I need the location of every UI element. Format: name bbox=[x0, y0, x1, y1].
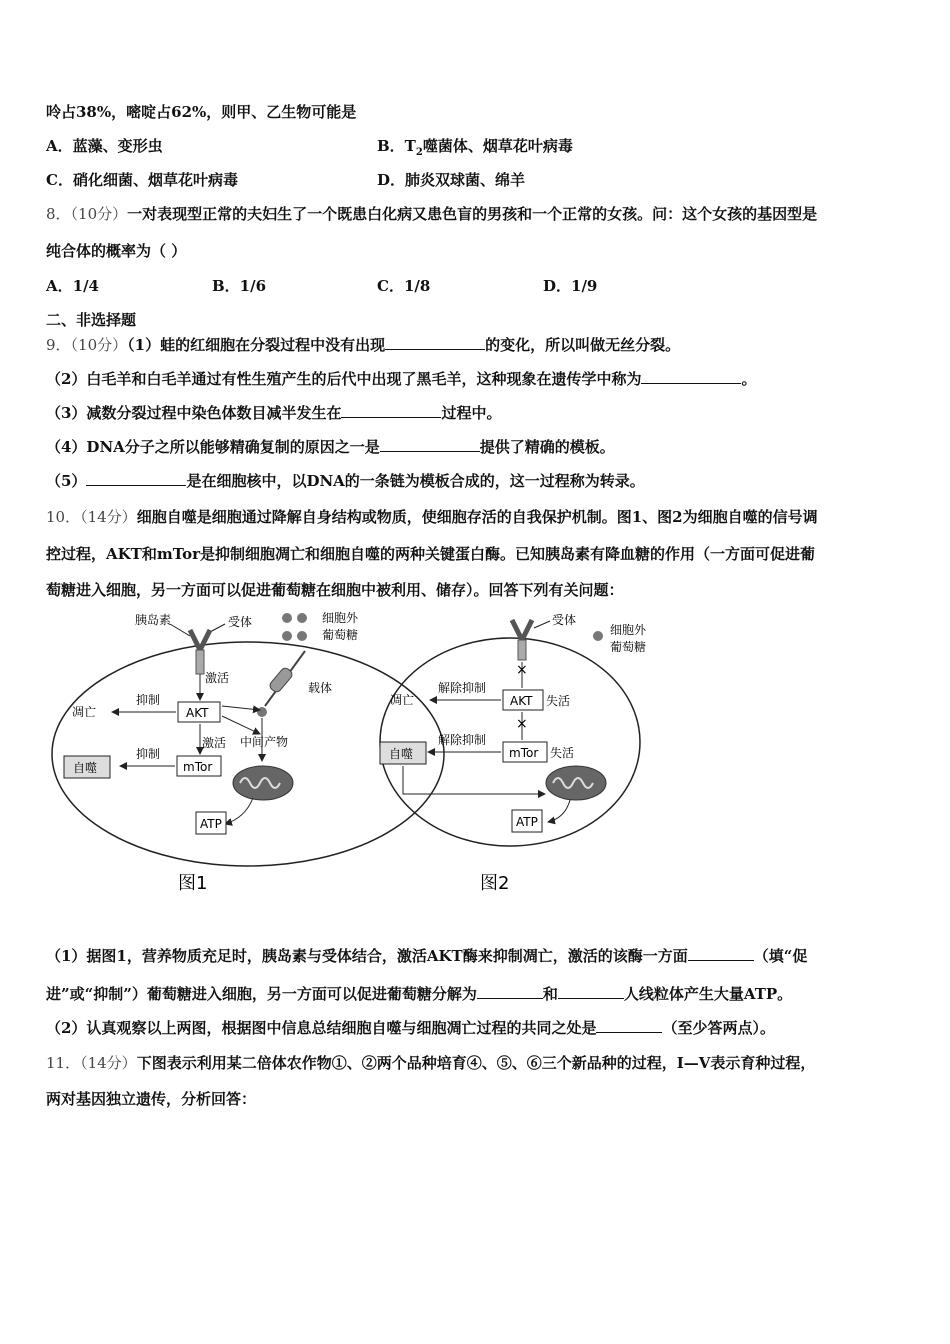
fig1-glucose-dot bbox=[282, 613, 292, 623]
q10-sub2: （2）认真观察以上两图，根据图中信息总结细胞自噬与细胞凋亡过程的共同之处是 （至少答两点）。 bbox=[46, 1019, 775, 1037]
q8-option-a: A．1/4 bbox=[46, 277, 99, 295]
fig1-intermediate-label: 中间产物 bbox=[240, 735, 289, 749]
fig2-receptor-pointer bbox=[534, 621, 550, 628]
q9-part4: （4）DNA分子之所以能够精确复制的原因之一是 提供了精确的模板。 bbox=[46, 438, 615, 456]
fig2-receptor-icon bbox=[512, 620, 532, 640]
fig2-inactive-label-1: 失活 bbox=[546, 694, 571, 708]
fig1-apoptosis-label: 凋亡 bbox=[72, 705, 97, 719]
fig1-mtor-label: mTor bbox=[183, 760, 213, 774]
fig1-inhibit-label-2: 抑制 bbox=[136, 747, 161, 761]
figure-2 bbox=[380, 612, 647, 894]
fig2-receptor-label: 受体 bbox=[552, 613, 577, 627]
fig1-activate-label-2: 激活 bbox=[202, 736, 227, 750]
fig1-receptor-label: 受体 bbox=[228, 615, 253, 629]
fig2-outside-label-2: 葡萄糖 bbox=[610, 640, 647, 654]
fig1-glucose-inside bbox=[257, 707, 267, 717]
q10-sub1-line2: 进”或“抑制”）葡萄糖进入细胞，另一方面可以促进葡萄糖分解为 和 人线粒体产生大量ATP。 bbox=[46, 985, 793, 1003]
signal-pathway-figures bbox=[50, 606, 660, 906]
fig2-release-label-2: 解除抑制 bbox=[438, 733, 487, 747]
q8-stem-2: 纯合体的概率为（ ） bbox=[46, 242, 187, 260]
fig2-inactive-label-2: 失活 bbox=[550, 746, 575, 760]
fig2-receptor-stem bbox=[518, 640, 526, 660]
q8-option-b: B．1/6 bbox=[212, 277, 267, 295]
q7-option-a: A．蓝藻、变形虫 bbox=[46, 137, 163, 155]
q8-option-c: C．1/8 bbox=[377, 277, 431, 295]
fig1-receptor-stem bbox=[196, 650, 204, 674]
fig2-mtor-label: mTor bbox=[509, 746, 539, 760]
fig1-arrow-mito-atp bbox=[225, 798, 253, 824]
q8-option-d: D．1/9 bbox=[543, 277, 598, 295]
q9-part2: （2）白毛羊和白毛羊通过有性生殖产生的后代中出现了黑毛羊，这种现象在遗传学中称为 。 bbox=[46, 370, 757, 388]
q7-option-c: C．硝化细菌、烟草花叶病毒 bbox=[46, 171, 238, 189]
q11-stem-1: 11．（14分）下图表示利用某二倍体农作物①、②两个品种培育④、⑤、⑥三个新品种的过程，Ⅰ—Ⅴ表示育种过程， bbox=[46, 1054, 816, 1072]
fig2-block-mark-2: × bbox=[516, 716, 528, 732]
q7-stem-cont: 呤占38%，嘧啶占62%，则甲、乙生物可能是 bbox=[46, 103, 357, 121]
fig1-atp-label: ATP bbox=[200, 817, 222, 831]
fig2-autophagy-label: 自噬 bbox=[389, 747, 414, 761]
q9-part5: （5） 是在细胞核中，以DNA的一条链为模板合成的，这一过程称为转录。 bbox=[46, 472, 645, 490]
fig1-glucose-dot bbox=[297, 613, 307, 623]
fig1-glucose-dot bbox=[282, 631, 292, 641]
fig1-autophagy-label: 自噬 bbox=[73, 761, 98, 775]
fig2-outside-label-1: 细胞外 bbox=[610, 623, 647, 637]
fig1-mitochondrion-icon bbox=[233, 766, 293, 800]
fig2-block-mark-1: × bbox=[516, 662, 528, 678]
fig1-receptor-pointer bbox=[210, 624, 225, 632]
q10-stem-3: 萄糖进入细胞，另一方面可以促进葡萄糖在细胞中被利用、储存）。回答下列有关问题： bbox=[46, 581, 624, 599]
q11-stem-2: 两对基因独立遗传，分析回答： bbox=[46, 1090, 257, 1108]
fig1-outside-label-2: 葡萄糖 bbox=[322, 628, 359, 642]
q9-part1: 9．（10分）（1）蛙的红细胞在分裂过程中没有出现 的变化，所以叫做无丝分裂。 bbox=[46, 336, 681, 354]
fig2-mitochondrion-icon bbox=[546, 766, 606, 800]
q7-option-d: D．肺炎双球菌、绵羊 bbox=[377, 171, 526, 189]
section-heading: 二、非选择题 bbox=[46, 311, 137, 329]
fig2-arrow-mito-atp bbox=[548, 800, 570, 822]
fig1-glucose-dot bbox=[297, 631, 307, 641]
fig1-insulin-label: 胰岛素 bbox=[135, 613, 172, 627]
fig2-atp-label: ATP bbox=[516, 815, 538, 829]
fig1-caption: 图1 bbox=[178, 873, 208, 894]
fig1-akt-label: AKT bbox=[186, 706, 209, 720]
fig1-insulin-pointer bbox=[170, 624, 190, 636]
fig1-carrier-icon bbox=[268, 666, 294, 694]
q7-option-b: B．$T_2$噬菌体、烟草花叶病毒 bbox=[377, 137, 573, 158]
fig1-arrow-akt-glucose bbox=[222, 706, 260, 710]
fig2-release-label-1: 解除抑制 bbox=[438, 681, 487, 695]
fig2-caption: 图2 bbox=[480, 873, 510, 894]
q10-stem-1: 10．（14分）细胞自噬是细胞通过降解自身结构或物质，使细胞存活的自我保护机制。图1、图2为细胞自噬的信号调 bbox=[46, 508, 818, 526]
q10-sub1-line1: （1）据图1，营养物质充足时，胰岛素与受体结合，激活AKT酶来抑制凋亡，激活的该酶一方面 （填“促 bbox=[46, 947, 808, 965]
fig2-apoptosis-label: 凋亡 bbox=[390, 693, 415, 707]
q9-part3: （3）减数分裂过程中染色体数目减半发生在 过程中。 bbox=[46, 404, 502, 422]
fig2-arrow-autophagy-mito bbox=[403, 766, 545, 794]
fig1-carrier-label: 载体 bbox=[308, 681, 333, 695]
fig1-arrow-akt-intermediate bbox=[222, 716, 260, 734]
fig1-activate-label-1: 激活 bbox=[205, 671, 230, 685]
q10-stem-2: 控过程，AKT和mTor是抑制细胞凋亡和细胞自噬的两种关键蛋白酶。已知胰岛素有降血糖的作用（一方面可促进葡 bbox=[46, 545, 816, 563]
fig2-akt-label: AKT bbox=[510, 694, 533, 708]
q8-stem: 8．（10分）一对表现型正常的夫妇生了一个既患白化病又患色盲的男孩和一个正常的女孩。问：这个女孩的基因型是 bbox=[46, 205, 818, 223]
fig1-outside-label-1: 细胞外 bbox=[322, 611, 359, 625]
fig1-inhibit-label-1: 抑制 bbox=[136, 693, 161, 707]
fig2-glucose-dot bbox=[593, 631, 603, 641]
